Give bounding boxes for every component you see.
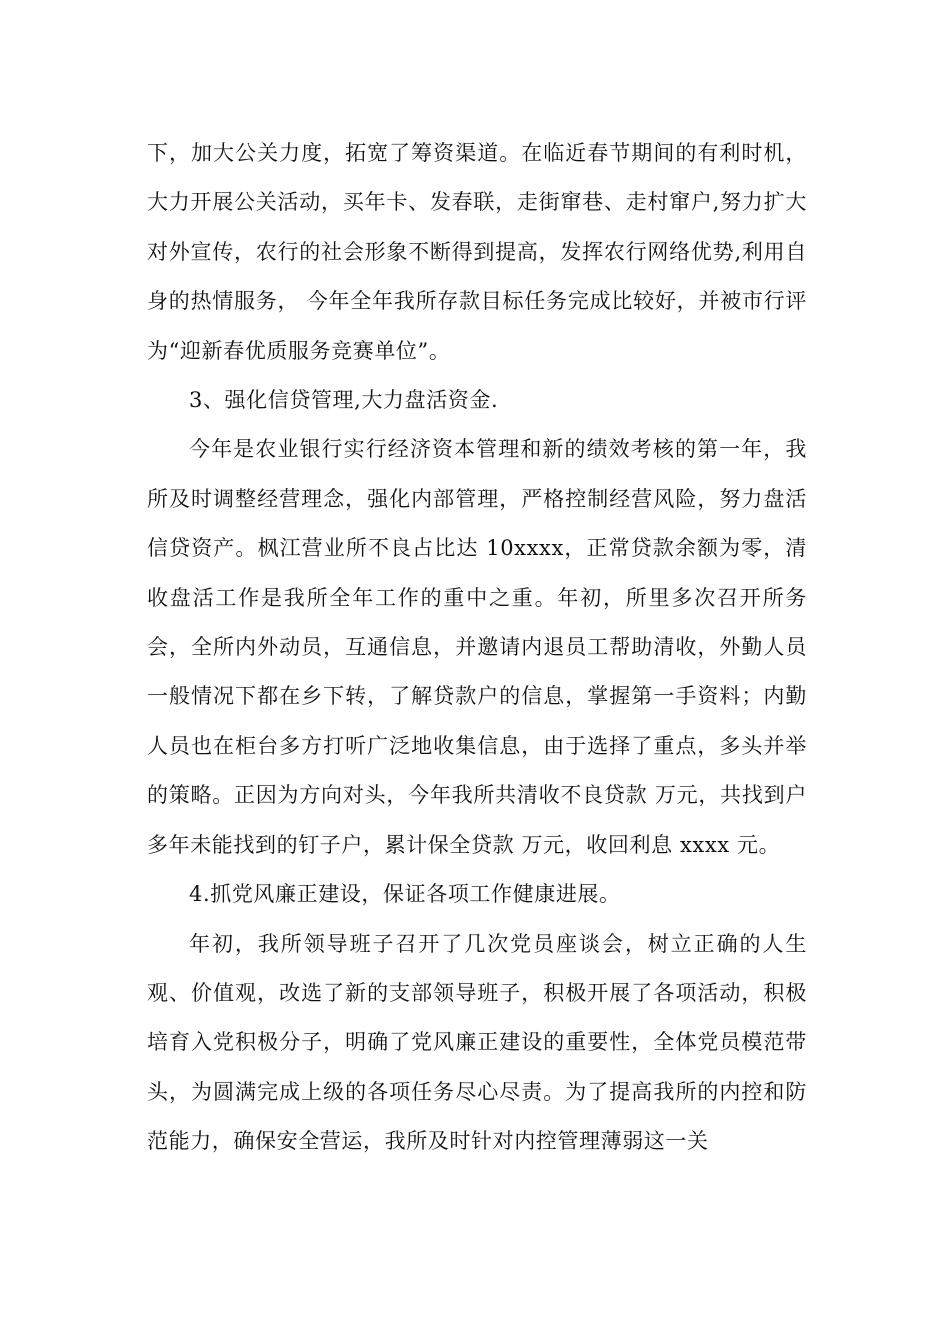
- heading-credit-management: 3、强化信贷管理,大力盘活资金.: [189, 388, 499, 413]
- document-body: [147, 129, 807, 1167]
- paragraph-credit-management: 今年是农业银行实行经济资本管理和新的绩效考核的第一年，我所及时调整经营理念，强化内部管理，严格控制经营风险，努力盘活信贷资产。枫江营业所不良占比达 10xxxx，正常贷款余额为零，清收盘活工作是我所全年工作的重中之重。年初，所里多次召开所务会，全所内外动员，互通信息，并邀请内退员工帮助清收，外勤人员一般情况下都在乡下转，了解贷款户的信息，掌握第一手资料；内勤人员也在柜台多方打听广泛地收集信息，由于选择了重点，多头并举的策略。正因为方向对头，今年我所共清收不良贷款 万元，共找到户多年未能找到的钉子户，累计保全贷款 万元，收回利息 xxxx 元。: [147, 437, 807, 857]
- heading-party-conduct: 4.抓党风廉正建设，保证各项工作健康进展。: [189, 882, 621, 907]
- paragraph-funding-channels: 下，加大公关力度，拓宽了筹资渠道。在临近春节期间的有利时机，大力开展公关活动，买年卡、发春联，走街窜巷、走村窜户,努力扩大对外宣传，农行的社会形象不断得到提高，发挥农行网络优势,利用自身的热情服务， 今年全年我所存款目标任务完成比较好，并被市行评为“迎新春优质服务竞赛单位”。: [147, 141, 807, 363]
- paragraph-party-conduct: 年初，我所领导班子召开了几次党员座谈会，树立正确的人生观、价值观，改选了新的支部领导班子，积极开展了各项活动，积极培育入党积极分子，明确了党风廉正建设的重要性，全体党员模范带头，为圆满完成上级的各项任务尽心尽责。为了提高我所的内控和防范能力，确保安全营运，我所及时针对内控管理薄弱这一关: [147, 931, 807, 1154]
